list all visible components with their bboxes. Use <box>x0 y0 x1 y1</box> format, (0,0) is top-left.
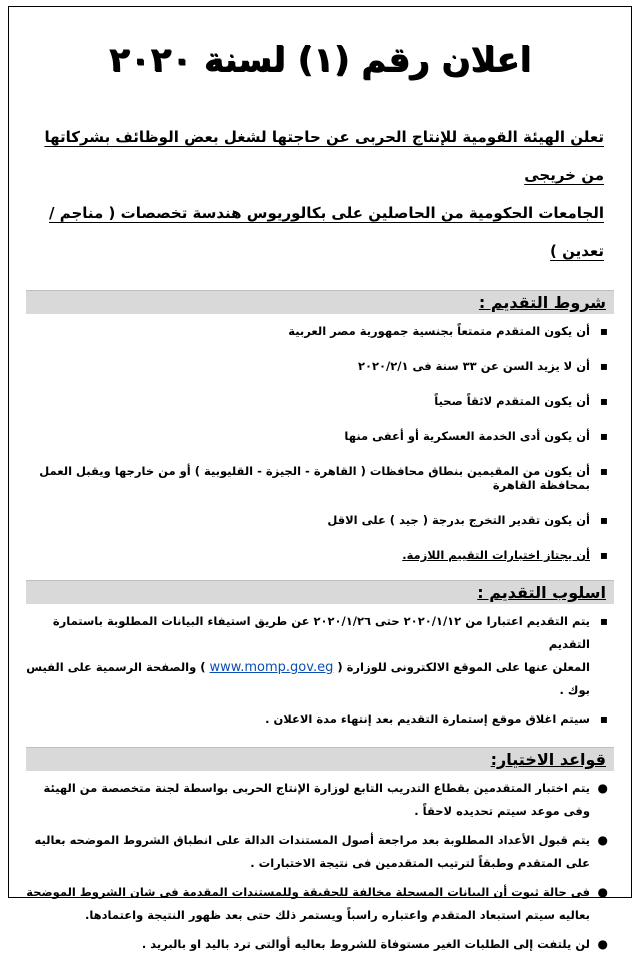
conditions-heading: شروط التقديم : <box>26 290 614 314</box>
square-bullet-icon: ▪ <box>599 429 608 443</box>
square-bullet-icon: ▪ <box>599 513 608 527</box>
list-item: ▪ أن يجتاز اختبارات التقييم اللازمة. <box>402 548 608 562</box>
list-item: ● يتم اختبار المتقدمين بقطاع التدريب التابع لوزارة الإنتاج الحربى بواسطة لجنة متخصصة من الهيئة وفى موعد سيتم تحديده لاحقاً . <box>26 777 610 823</box>
square-bullet-icon: ▪ <box>599 548 608 562</box>
square-bullet-icon: ▪ <box>599 394 608 408</box>
page-border <box>8 6 632 898</box>
list-item: ● فى حالة ثبوت أن البيانات المسجلة مخالفة للحقيقة وللمستندات المقدمة فى شان الشروط الموضحة بعاليه سيتم استبعاد المتقدم واعتباره راسباً ويستمر ذلك حتى بعد ظهور النتيجة واعتمادها. <box>26 881 610 927</box>
list-item: ▪ أن لا يزيد السن عن ٣٣ سنة فى ٢٠٢٠/٢/١ <box>357 359 608 373</box>
list-item: ● يتم قبول الأعداد المطلوبة بعد مراجعة أصول المستندات الدالة على انطباق الشروط الموضحه بعاليه على المتقدم وطبقاً لترتيب المتقدمين فى نتيجة الاختبارات . <box>26 829 610 875</box>
list-item: ▪ يتم التقديم اعتبارا من ٢٠٢٠/١/١٢ حتى ٢٠٢٠/١/٢٦ عن طريق استيفاء البيانات المطلوبة باستمارة التقديم المعلن عنها على الموقع الالكترونى للوزارة ( www.momp.gov.eg ) والصفحة الرسمية على الفيس بوك . <box>26 610 610 702</box>
square-bullet-icon: ▪ <box>599 359 608 373</box>
disc-bullet-icon: ● <box>597 937 608 951</box>
disc-bullet-icon: ● <box>597 885 608 899</box>
square-bullet-icon: ▪ <box>599 614 608 628</box>
announcement-title: اعلان رقم (١) لسنة ٢٠٢٠ <box>108 40 532 80</box>
list-item: ● لن يلتفت إلى الطلبات الغير مستوفاة للشروط بعاليه أوالتى ترد باليد او بالبريد . <box>26 933 610 956</box>
rules-heading: قواعد الاختيار: <box>26 747 614 771</box>
disc-bullet-icon: ● <box>597 833 608 847</box>
list-item: ▪ أن يكون تقدير التخرج بدرجة ( جيد ) على الاقل <box>327 513 608 527</box>
rules-section <box>26 747 614 956</box>
rules-list <box>26 777 614 956</box>
square-bullet-icon: ▪ <box>599 324 608 338</box>
list-item: ▪ أن يكون المتقدم لائقاً صحياً <box>434 394 608 408</box>
list-item: ▪ سيتم اغلاق موقع إستمارة التقديم بعد إنتهاء مدة الاعلان . <box>26 708 610 731</box>
intro-line-1: تعلن الهيئة القومية للإنتاج الحربى عن حاجتها لشغل بعض الوظائف بشركاتها من خريجى <box>44 128 604 184</box>
ministry-website-link[interactable]: www.momp.gov.eg <box>209 660 334 675</box>
list-item: ▪ أن يكون أدى الخدمة العسكرية أو أعفى منها <box>344 429 608 443</box>
intro-line-2: الجامعات الحكومية من الحاصلين على بكالوريوس هندسة تخصصات ( مناجم / تعدين ) <box>49 204 604 260</box>
method-list <box>26 610 614 731</box>
disc-bullet-icon: ● <box>597 781 608 795</box>
square-bullet-icon: ▪ <box>599 464 608 478</box>
list-item: ▪ أن يكون من المقيمين بنطاق محافظات ( القاهرة - الجيزة - القليوبية ) أو من خارجها ويقبل العمل بمحافظة القاهرة <box>39 464 608 492</box>
square-bullet-icon: ▪ <box>599 712 608 726</box>
list-item: ▪ أن يكون المتقدم متمتعاً بجنسية جمهورية مصر العربية <box>288 324 608 338</box>
method-heading: اسلوب التقديم : <box>26 580 614 604</box>
